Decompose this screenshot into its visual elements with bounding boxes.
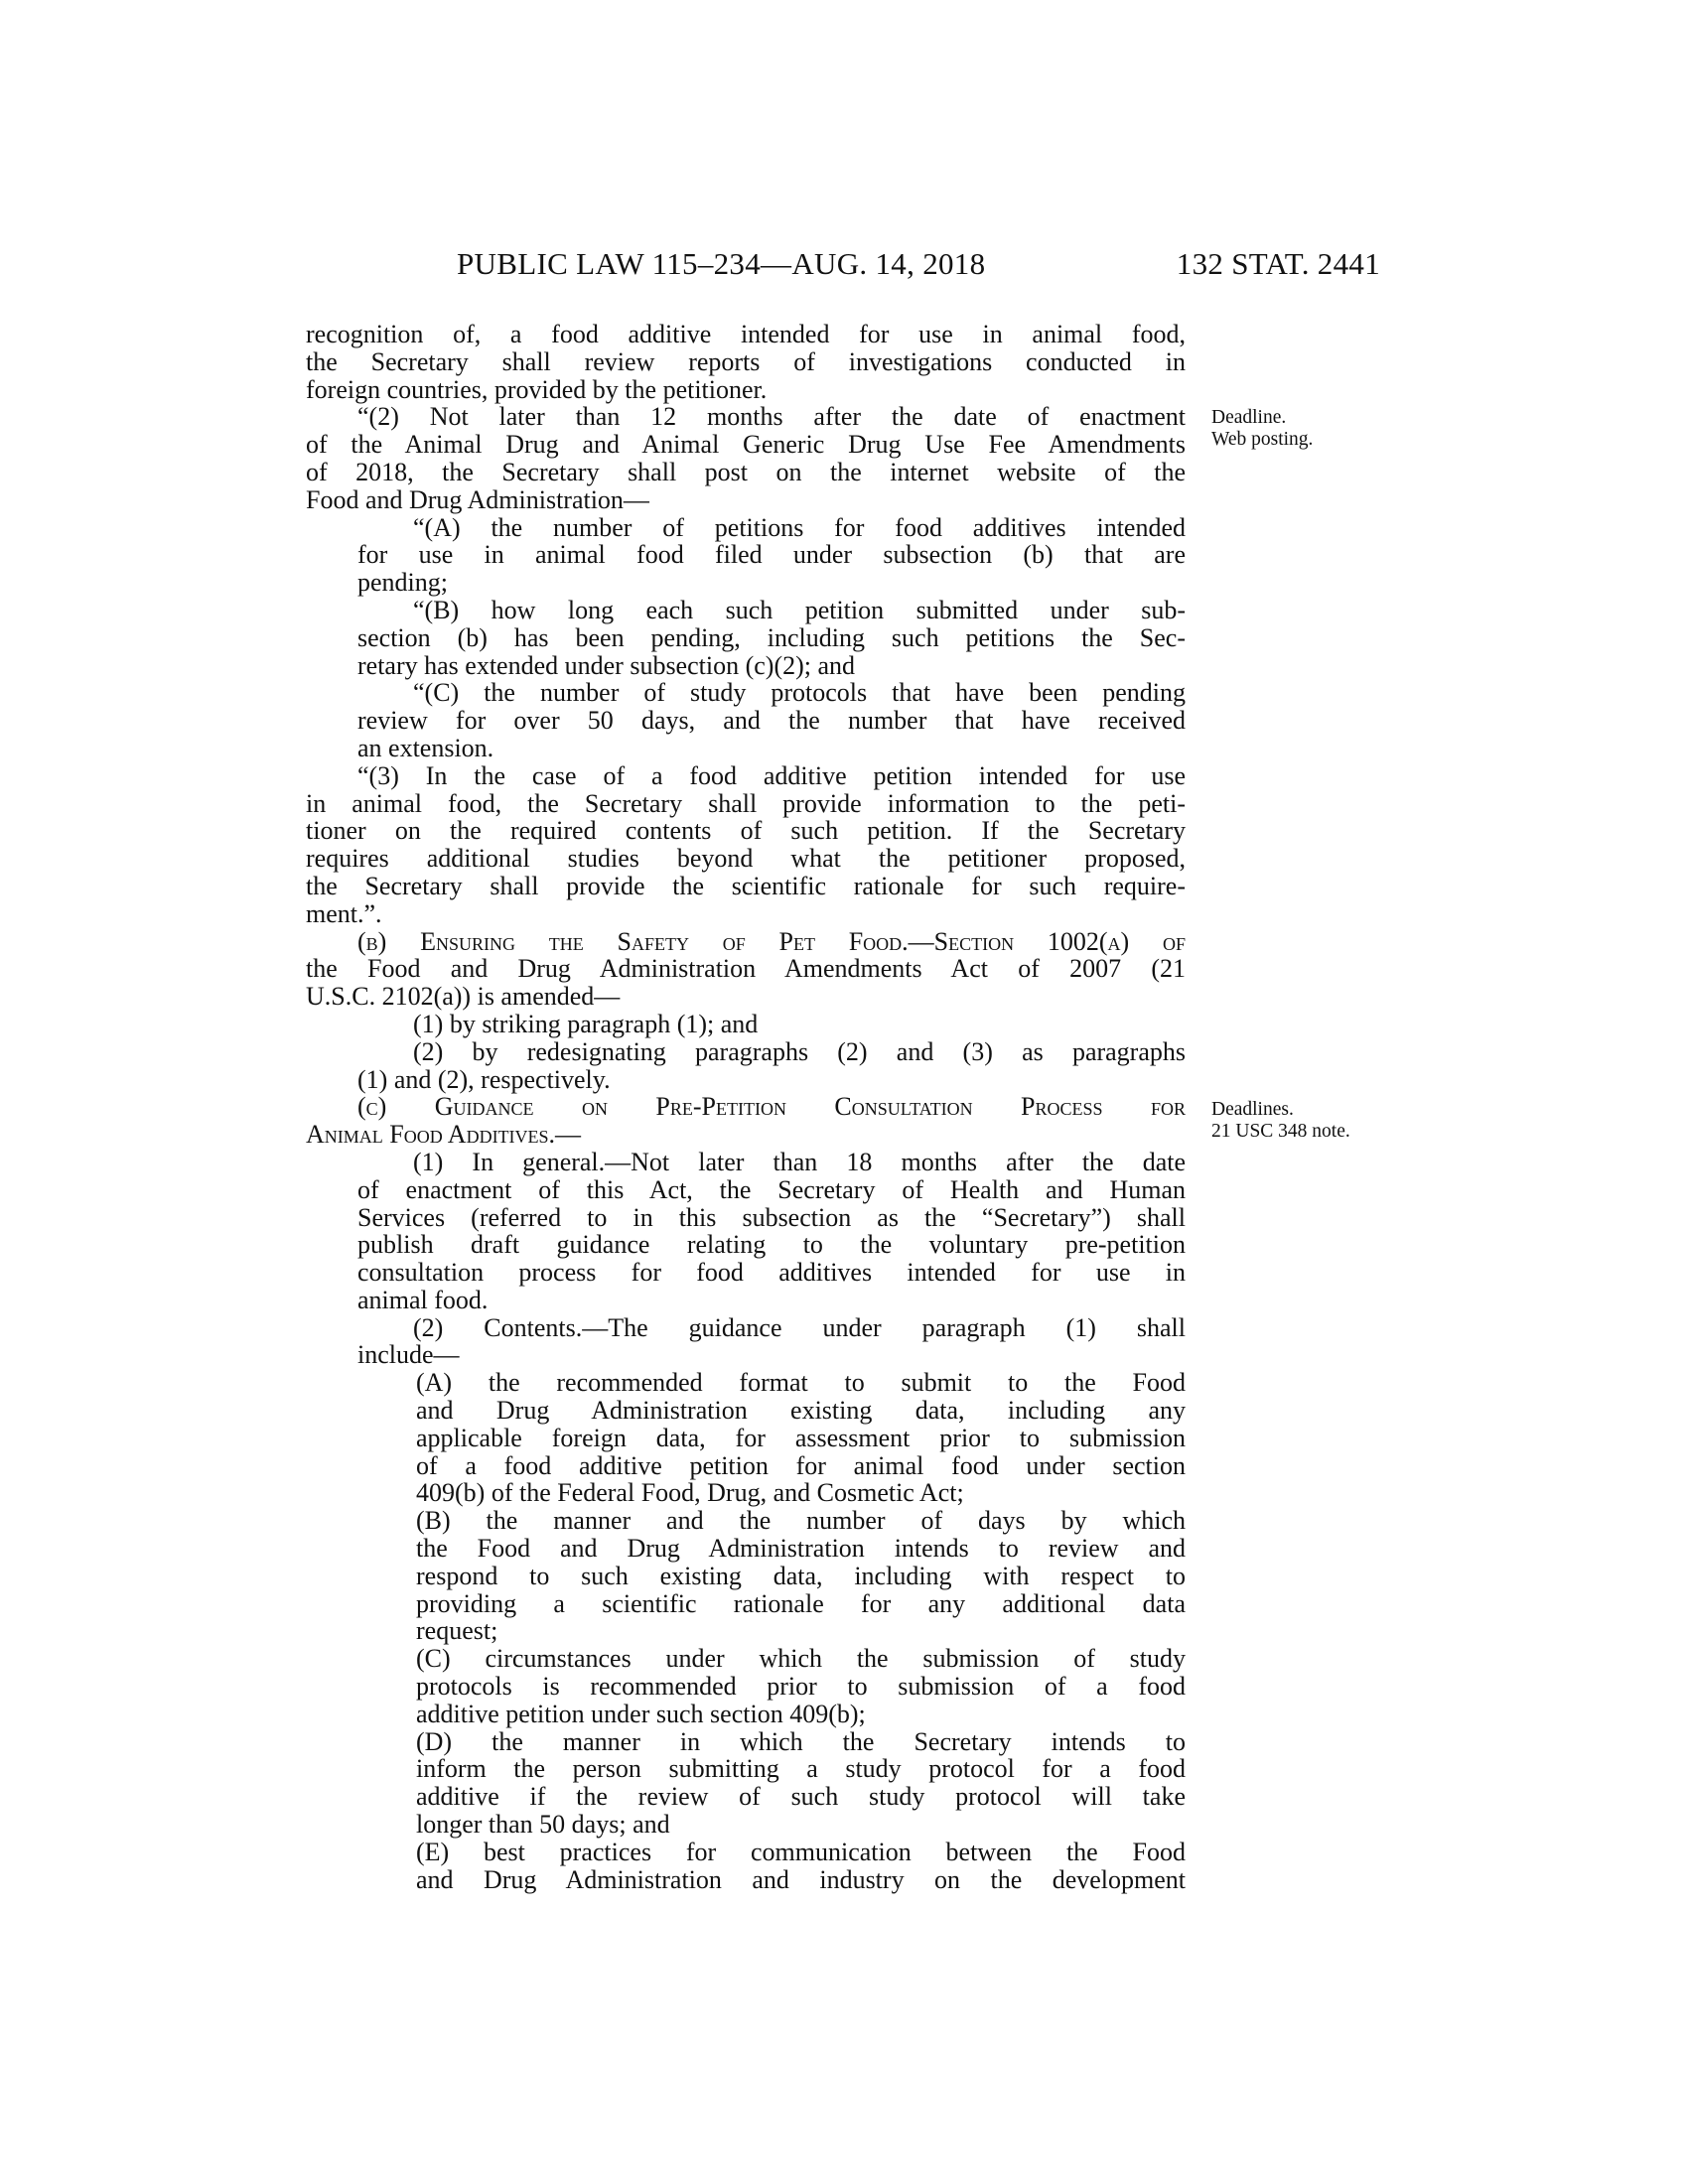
text-line: applicable foreign data, for assessment prior to submission [416,1423,1186,1452]
text-line: include— [357,1340,460,1370]
text-line: request; [416,1616,498,1646]
text-line: “(B) how long each such petition submitted under sub- [413,595,1186,624]
text-line: recognition of, a food additive intended for use in animal food, [306,320,1186,348]
margin-note-line: Deadline. [1211,407,1287,428]
text-line: (E) best practices for communication between the Food [416,1837,1186,1866]
text-line: of enactment of this Act, the Secretary of Health and Human [357,1174,1186,1204]
text-line: foreign countries, provided by the petitioner. [306,374,768,404]
text-line: providing a scientific rationale for any additional data [416,1588,1186,1618]
text-line: additive if the review of such study protocol will take [416,1782,1186,1812]
text-line: section (b) has been pending, including such petitions the Sec- [357,622,1186,652]
margin-note-line: Deadlines. [1211,1099,1294,1120]
text-line: respond to such existing data, including with respect to [416,1561,1186,1590]
text-line: (C) circumstances under which the submission of study [416,1644,1186,1674]
text-line: (b) Ensuring the Safety of Pet Food.—Section 1002(a) of [357,926,1186,956]
text-line: (c) Guidance on Pre-Petition Consultation Process for [357,1092,1186,1122]
text-line: for use in animal food filed under subsection (b) that are [357,540,1186,570]
text-line: protocols is recommended prior to submission of a food [416,1672,1186,1702]
running-header [457,246,1380,286]
text-line: (1) In general.—Not later than 18 months after the date [413,1147,1186,1176]
text-line: the Food and Drug Administration intends to review and [416,1534,1186,1564]
text-line: and Drug Administration and industry on the development [416,1864,1186,1894]
text-line: (1) by striking paragraph (1); and [413,1009,759,1038]
text-line: additive petition under such section 409(b); [416,1699,866,1728]
text-line: of the Animal Drug and Animal Generic Drug Use Fee Amendments [306,430,1186,460]
text-line: pending; [357,568,448,598]
text-line: ment.”. [306,898,382,928]
text-line: animal food. [357,1285,489,1314]
text-line: retary has extended under subsection (c)(2); and [357,650,856,680]
text-line: requires additional studies beyond what the petitioner proposed, [306,844,1186,874]
text-line: of 2018, the Secretary shall post on the internet website of the [306,457,1186,486]
text-line: “(C) the number of study protocols that have been pending [413,678,1186,708]
text-line: the Secretary shall review reports of investigations conducted in [306,346,1186,376]
page-number: 132 STAT. 2441 [1176,246,1380,281]
text-line: (D) the manner in which the Secretary intends to [416,1726,1186,1756]
margin-note-deadline [1211,407,1313,451]
text-line: an extension. [357,733,494,762]
text-line: (2) Contents.—The guidance under paragraph (1) shall [413,1312,1186,1342]
text-line: inform the person submitting a study protocol for a food [416,1754,1186,1784]
text-line: tioner on the required contents of such petition. If the Secretary [306,816,1186,846]
text-line: Animal Food Additives.— [306,1120,582,1150]
text-line: Food and Drug Administration— [306,484,649,514]
text-line: “(2) Not later than 12 months after the date of enactment [357,402,1186,432]
text-line: U.S.C. 2102(a)) is amended— [306,982,621,1012]
margin-note-line: 21 USC 348 note. [1211,1121,1350,1142]
text-line: in animal food, the Secretary shall provide information to the peti- [306,788,1186,818]
text-line: 409(b) of the Federal Food, Drug, and Cosmetic Act; [416,1478,964,1508]
statute-body [306,321,1186,1893]
text-line: Services (referred to in this subsection as the “Secretary”) shall [357,1202,1186,1232]
text-line: (B) the manner and the number of days by which [416,1506,1186,1536]
text-line: (2) by redesignating paragraphs (2) and (3) as paragraphs [413,1036,1186,1066]
text-line: (A) the recommended format to submit to the Food [416,1368,1186,1398]
margin-note-deadlines [1211,1099,1350,1143]
text-line: consultation process for food additives intended for use in [357,1258,1186,1288]
text-line: “(A) the number of petitions for food additives intended [413,512,1186,542]
header-title: PUBLIC LAW 115–234—AUG. 14, 2018 [457,246,986,281]
margin-note-line: Web posting. [1211,429,1314,450]
text-line: “(3) In the case of a food additive petition intended for use [357,760,1186,790]
text-line: publish draft guidance relating to the voluntary pre-petition [357,1230,1186,1260]
text-line: of a food additive petition for animal food under section [416,1450,1186,1480]
text-line: longer than 50 days; and [416,1810,670,1840]
text-line: (1) and (2), respectively. [357,1064,611,1094]
text-line: review for over 50 days, and the number that have received [357,706,1186,736]
text-line: the Secretary shall provide the scientific rationale for such require- [306,871,1186,900]
text-line: the Food and Drug Administration Amendments Act of 2007 (21 [306,954,1186,984]
text-line: and Drug Administration existing data, including any [416,1396,1186,1426]
